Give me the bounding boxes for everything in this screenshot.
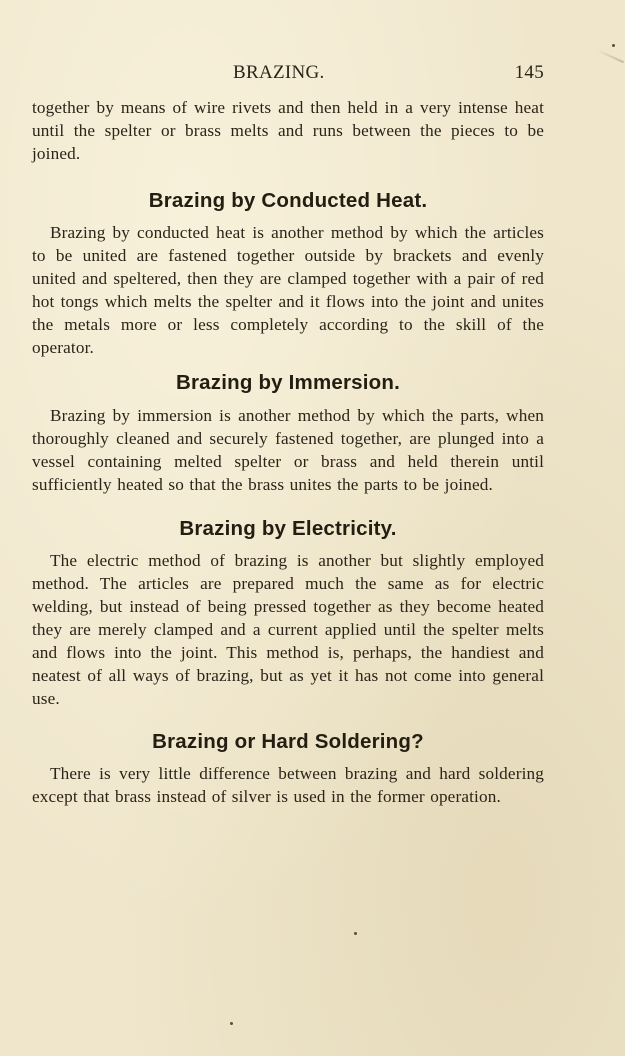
page-number: 145 <box>514 62 544 83</box>
section-heading-electricity: Brazing by Electricity. <box>179 517 397 540</box>
section-heading-immersion: Brazing by Immersion. <box>175 371 401 394</box>
section-heading-conducted-heat: Brazing by Conducted Heat. <box>148 189 428 212</box>
section-body-electricity: The electric method of brazing is another but slightly employed method. The articles are prepared much the same as for electric welding, but instead of being pressed together as they become heated they are merely clamped and a current applied until the spelter melts and flows into the joint. This method is, perhaps, the handiest and neatest of all ways of brazing, but as yet it has not come into general use. <box>32 551 544 708</box>
paper-speck <box>612 44 615 47</box>
section-body-immersion: Brazing by immersion is another method by which the parts, when thoroughly cleaned and securely fastened together, are plunged into a vessel containing melted spelter or brass and held therein until sufficiently heated so that the brass unites the parts to be joined. <box>32 406 544 494</box>
running-title: BRAZING. <box>233 62 325 83</box>
book-page <box>32 58 544 808</box>
running-head <box>32 58 544 88</box>
page-edge-mark <box>596 49 624 63</box>
paper-speck <box>230 1022 233 1025</box>
section-heading-hard-soldering: Brazing or Hard Soldering? <box>152 730 424 753</box>
section-body-conducted-heat: Brazing by conducted heat is another method by which the articles to be united are fastened together outside by brackets and evenly united and speltered, then they are clamped together with a pair of red hot tongs which melts the spelter and it flows into the joint and unites the metals more or less completely according to the skill of the operator. <box>32 223 544 357</box>
section-body-hard-soldering: There is very little difference between brazing and hard soldering except that brass instead of silver is used in the former operation. <box>32 764 544 806</box>
paper-speck <box>354 932 357 935</box>
intro-paragraph: together by means of wire rivets and then held in a very intense heat until the spelter or brass melts and runs between the pieces to be joined. <box>32 98 544 163</box>
